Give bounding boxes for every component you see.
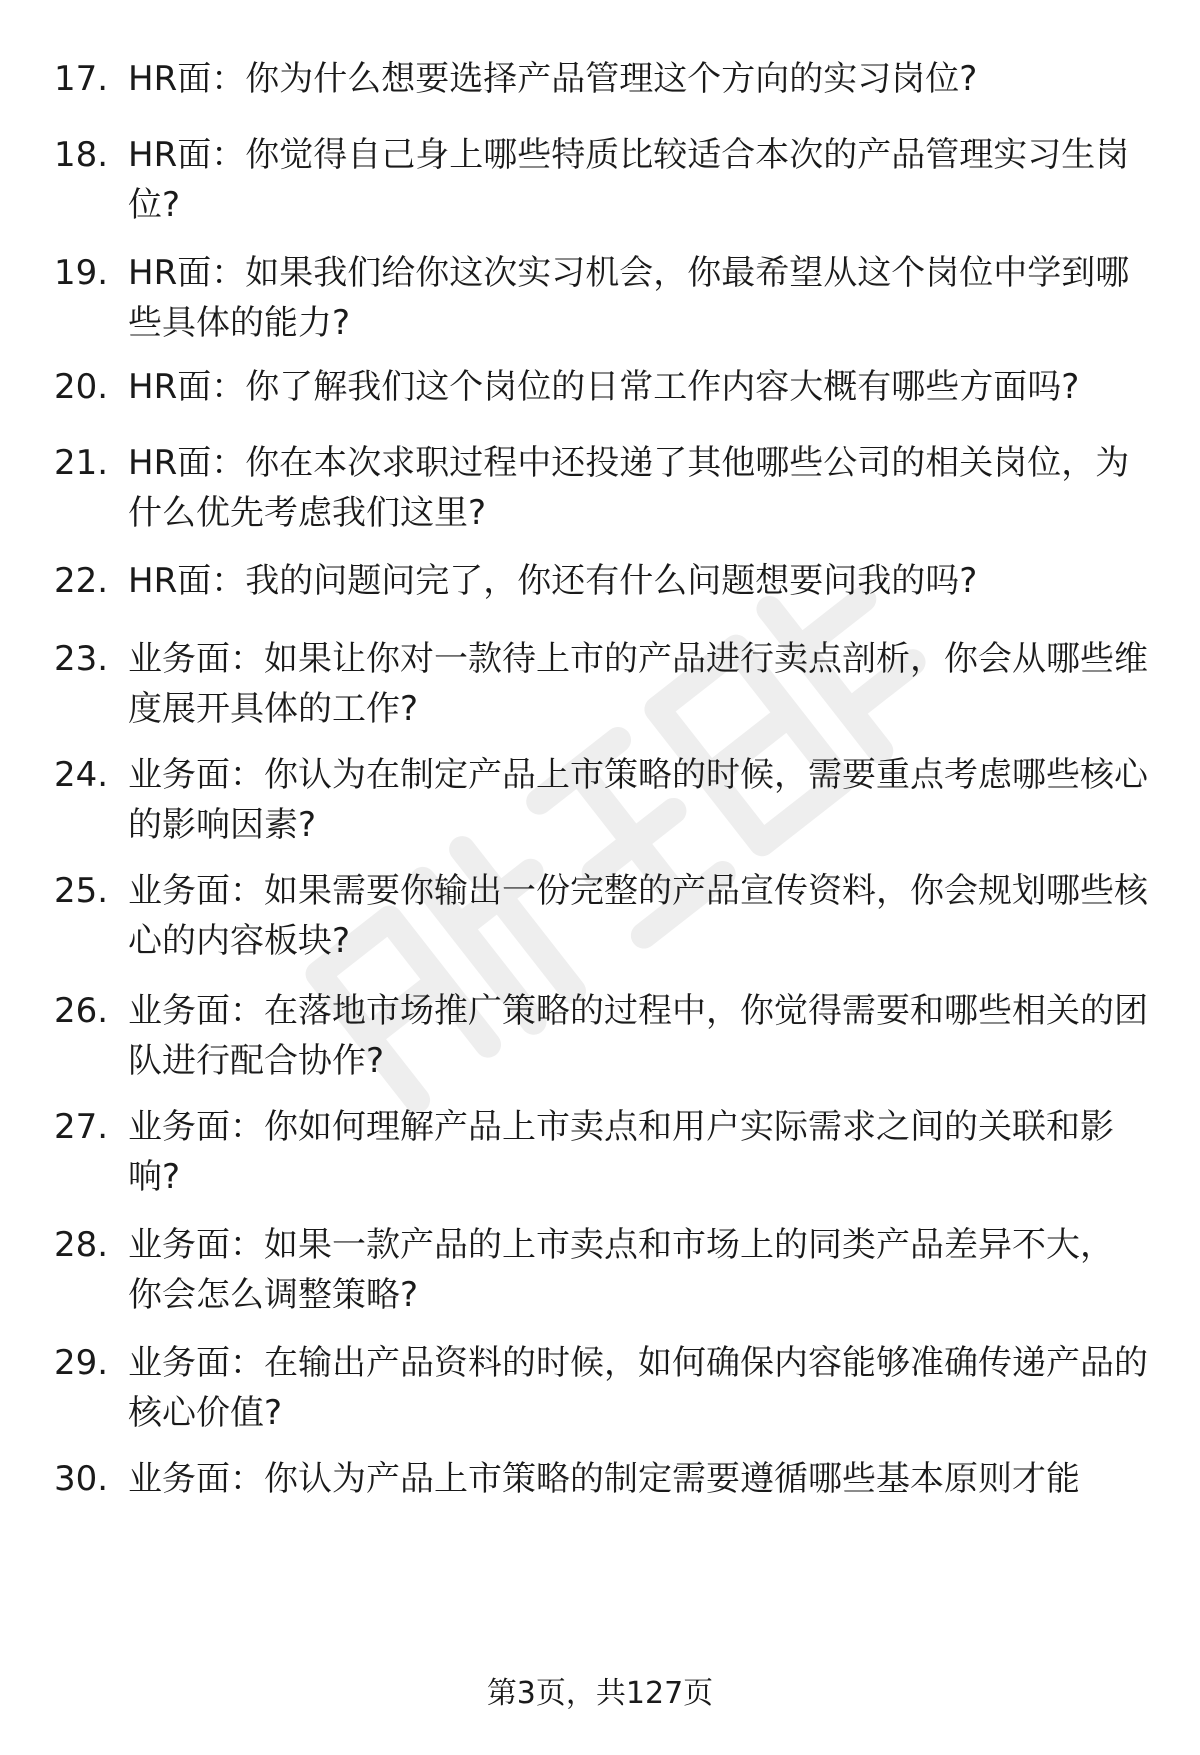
list-item — [0, 1338, 1200, 1448]
question-text: HR面：我的问题问完了，你还有什么问题想要问我的吗? — [128, 561, 978, 601]
question-text: 业务面：在输出产品资料的时候，如何确保内容能够准确传递产品的核心价值? — [128, 1343, 1148, 1433]
question-number: 23. — [54, 639, 109, 679]
page-footer: 第3页，共127页 — [486, 1676, 714, 1711]
list-item — [0, 1220, 1200, 1330]
question-text: 业务面：如果一款产品的上市卖点和市场上的同类产品差异不大，你会怎么调整策略? — [128, 1225, 1114, 1315]
list-item — [0, 438, 1200, 548]
question-text: 业务面：你认为产品上市策略的制定需要遵循哪些基本原则才能 — [128, 1459, 1080, 1499]
list-item — [0, 1102, 1200, 1212]
question-text: HR面：你在本次求职过程中还投递了其他哪些公司的相关岗位，为什么优先考虑我们这里? — [128, 443, 1130, 533]
question-text: 业务面：在落地市场推广策略的过程中，你觉得需要和哪些相关的团队进行配合协作? — [128, 991, 1148, 1081]
question-text: 业务面：你认为在制定产品上市策略的时候，需要重点考虑哪些核心的影响因素? — [128, 755, 1148, 845]
list-item — [0, 130, 1200, 240]
question-text: HR面：你了解我们这个岗位的日常工作内容大概有哪些方面吗? — [128, 367, 1080, 407]
list-item — [0, 248, 1200, 358]
question-number: 19. — [54, 253, 109, 293]
question-number: 27. — [54, 1107, 109, 1147]
question-number: 22. — [54, 561, 109, 601]
question-number: 17. — [54, 59, 109, 99]
question-number: 20. — [54, 367, 109, 407]
question-number: 18. — [54, 135, 109, 175]
question-number: 26. — [54, 991, 109, 1031]
question-number: 29. — [54, 1343, 109, 1383]
question-number: 21. — [54, 443, 109, 483]
question-text: HR面：你为什么想要选择产品管理这个方向的实习岗位? — [128, 59, 978, 99]
question-number: 25. — [54, 871, 109, 911]
question-text: 业务面：如果需要你输出一份完整的产品宣传资料，你会规划哪些核心的内容板块? — [128, 871, 1148, 961]
list-item — [0, 866, 1200, 976]
list-item — [0, 986, 1200, 1096]
question-number: 30. — [54, 1459, 109, 1499]
question-text: 业务面：如果让你对一款待上市的产品进行卖点剖析，你会从哪些维度展开具体的工作? — [128, 639, 1148, 729]
list-item — [0, 1454, 1200, 1514]
question-text: 业务面：你如何理解产品上市卖点和用户实际需求之间的关联和影响? — [128, 1107, 1114, 1197]
question-number: 28. — [54, 1225, 109, 1265]
list-item — [0, 634, 1200, 744]
list-item — [0, 750, 1200, 860]
question-text: HR面：如果我们给你这次实习机会，你最希望从这个岗位中学到哪些具体的能力? — [128, 253, 1130, 343]
question-number: 24. — [54, 755, 109, 795]
question-text: HR面：你觉得自己身上哪些特质比较适合本次的产品管理实习生岗位? — [128, 135, 1130, 225]
